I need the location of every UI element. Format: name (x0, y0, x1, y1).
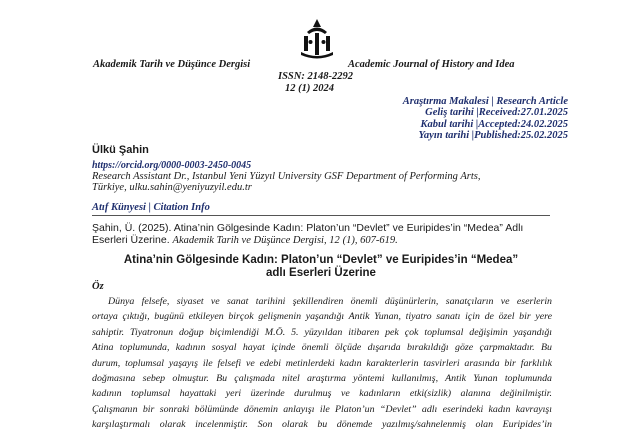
abstract-line: Çalışmanın bir sonraki bölümünde dönemin anlayışı ile Platon’un “Devlet” adlı eserindeki kadın kavrayışı (92, 403, 552, 415)
journal-issue: 12 (1) 2024 (285, 83, 334, 94)
article-title-line-2: adlı Eserleri Üzerine (266, 267, 376, 279)
abstract-line: Dünya felsefe, siyaset ve sanat tarihini şekillendiren önemli düşünürlerin, sanatçıların ve eserlerin (108, 296, 552, 307)
article-type: Araştırma Makalesi | Research Article (402, 96, 568, 107)
citation-text (92, 222, 552, 247)
abstract-line: Atina toplumunda, kadının sosyal hayat içinde önemli ölçüde dışarıda bırakıldığı göze çarpmaktadır. Bu (92, 342, 552, 354)
journal-logo-icon (296, 18, 338, 60)
journal-issn: ISSN: 2148-2292 (278, 71, 353, 82)
published-date: Yayın tarihi |Published:25.02.2025 (418, 130, 568, 142)
author-affiliation (92, 171, 550, 194)
abstract-line: kadının toplumsal hayattaki yeri üzerinde durulmuş ve kadınların etki(sizlik) alanına değinilmiştir. (92, 388, 552, 400)
abstract-line: durum, toplumsal yaşayış ile felsefi ve edebi metinlerdeki kadın karakterlerin tasvirleri arasında bir farklılık (92, 357, 552, 369)
citation-pages: (1), 607-619. (342, 235, 398, 246)
abstract-body (92, 294, 552, 433)
citation-line-2 (92, 234, 552, 247)
citation-source: Akademik Tarih ve Düşünce Dergisi, 12 (172, 235, 340, 246)
citation-plain: Eserleri Üzerine. (92, 234, 170, 246)
accepted-date: Kabul tarihi |Accepted:24.02.2025 (420, 118, 568, 130)
abstract-line: sahiptir. Tiyatronun doğup biçimlendiği M.Ö. 5. yüzyıldan itibaren pek çok toplumsal değişimin yaşandığı (92, 326, 552, 338)
article-meta (403, 96, 568, 142)
citation-heading: Atıf Künyesi | Citation Info (92, 202, 210, 213)
affiliation-line: Research Assistant Dr., Istanbul Yeni Yüzyıl University GSF Department of Performing Arts, (92, 171, 481, 182)
article-title-line: Atina’nin Gölgesinde Kadın: Platon’un “Devlet” ve Euripides’in “Medea” (123, 254, 519, 266)
citation-line: Şahin, Ü. (2025). Atina’nin Gölgesinde Kadın: Platon’un “Devlet” ve Euripides’in “Medea” Adlı (92, 222, 524, 234)
article-title (92, 254, 550, 280)
abstract-line: ortaya çıktığı, bugünü etkileyen birçok gelişmenin yaşandığı Antik Yunan, tiyatro sanatı için de özel bir yere (92, 311, 552, 323)
journal-title-tr: Akademik Tarih ve Düşünce Dergisi (93, 59, 251, 70)
received-date: Geliş tarihi |Received:27.01.2025 (425, 107, 568, 119)
abstract-line: karşılaştırmalı olarak incelenmiştir. Son olarak bu dönemde yazılmış/sahnelenmiş olan Euripides’in (92, 419, 552, 431)
affiliation-email-line: Türkiye, ulku.sahin@yeniyuzyil.edu.tr (92, 182, 252, 194)
journal-title-en: Academic Journal of History and Idea (348, 59, 515, 70)
abstract-line: doğmasına sebep olmuştur. Bu çalışmada nitel araştırma yöntemi kullanılmış, Antik Yunan toplumunda (92, 372, 552, 384)
abstract-heading: Öz (92, 281, 104, 292)
orcid-link[interactable]: https://orcid.org/0000-0003-2450-0045 (92, 160, 252, 171)
author-name: Ülkü Şahin (92, 144, 149, 156)
section-divider (92, 215, 550, 216)
